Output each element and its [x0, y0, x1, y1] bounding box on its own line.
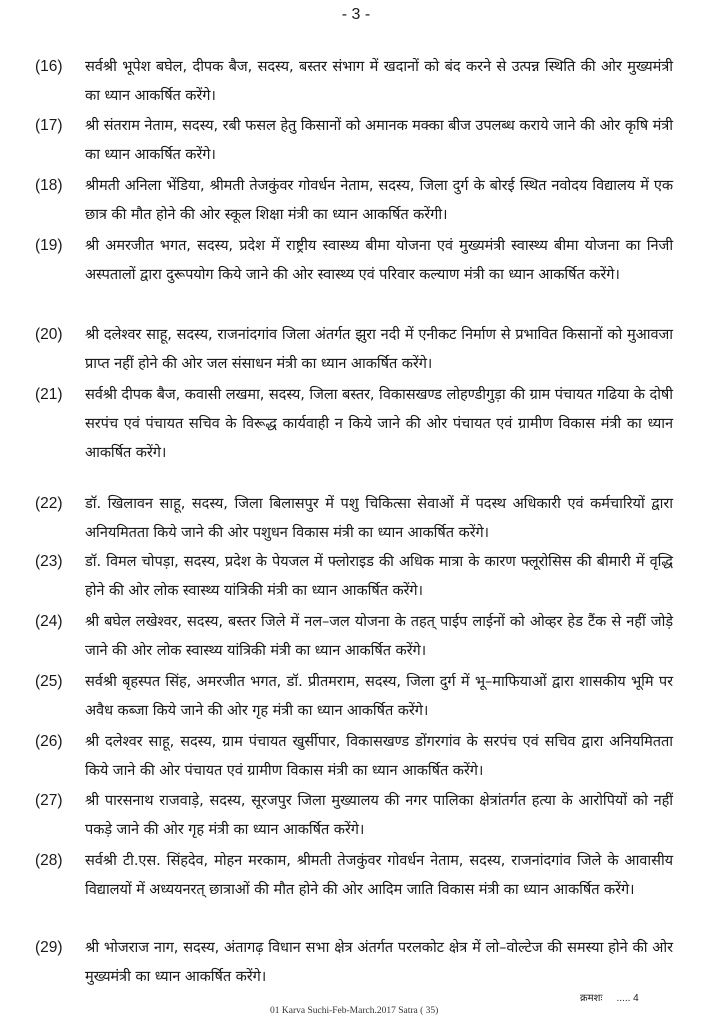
item-text: डॉ. विमल चोपड़ा, सदस्य, प्रदेश के पेयजल में फ्लोराइड की अधिक मात्रा के कारण फ्लूरोसिस की बीमारी में वृद्धि होने की ओर लोक स्वास्थ्य यांत्रिकी मंत्री का ध्यान आकर्षित करेंगे। [85, 553, 673, 600]
list-item [35, 111, 675, 169]
list-item [35, 52, 675, 110]
item-text: श्री भोजराज नाग, सदस्य, अंतागढ़ विधान सभा क्षेत्र अंतर्गत परलकोट क्षेत्र में लो–वोल्टेज की समस्या होने की ओर मुख्यमंत्री का ध्यान आकर्षित करेंगे। [85, 939, 673, 986]
item-number: (18) [35, 177, 63, 194]
item-text: श्री दलेश्वर साहू, सदस्य, ग्राम पंचायत खुर्सीपार, विकासखण्ड डोंगरगांव के सरपंच एवं सचिव द्वारा अनियमितता किये जाने की ओर पंचायत एवं ग्रामीण विकास मंत्री का ध्यान आकर्षित करेंगे। [85, 733, 673, 780]
item-text: श्री बघेल लखेश्वर, सदस्य, बस्तर जिले में नल–जल योजना के तहत् पाईप लाईनों को ओव्हर हेड टैंक से नहीं जोड़े जाने की ओर लोक स्वास्थ्य यांत्रिकी मंत्री का ध्यान आकर्षित करेंगे। [85, 613, 673, 660]
list-item [35, 933, 675, 991]
item-text: सर्वश्री दीपक बैज, कवासी लखमा, सदस्य, जिला बस्तर, विकासखण्ड लोहण्डीगुड़ा की ग्राम पंचायत गढिया के दोषी सरपंच एवं पंचायत सचिव के विरूद्ध कार्यवाही न किये जाने की ओर पंचायत एवं ग्रामीण विकास मंत्री का ध्यान आकर्षित करेंगे। [85, 386, 673, 462]
item-number: (24) [35, 613, 63, 630]
continued-page: ..... 4 [616, 993, 639, 1004]
list-item [35, 320, 675, 378]
item-text: सर्वश्री टी.एस. सिंहदेव, मोहन मरकाम, श्रीमती तेजकुंवर गोवर्धन नेताम, सदस्य, राजनांदगांव जिले के आवासीय विद्यालयों में अध्ययनरत् छात्राओं की मौत होने की ओर आदिम जाति विकास मंत्री का ध्यान आकर्षित करेंगे। [85, 852, 673, 899]
list-item [35, 727, 675, 785]
item-number: (17) [35, 117, 63, 134]
item-text: श्री पारसनाथ राजवाड़े, सदस्य, सूरजपुर जिला मुख्यालय की नगर पालिका क्षेत्रांतर्गत हत्या के आरोपियों को नहीं पकड़े जाने की ओर गृह मंत्री का ध्यान आकर्षित करेंगे। [85, 792, 673, 839]
continued-note [580, 990, 639, 1004]
list-item [35, 607, 675, 665]
item-number: (26) [35, 733, 63, 750]
item-text: श्रीमती अनिला भेंडिया, श्रीमती तेजकुंवर गोवर्धन नेताम, सदस्य, जिला दुर्ग के बोरई स्थित नवोदय विद्यालय में एक छात्र की मौत होने की ओर स्कूल शिक्षा मंत्री का ध्यान आकर्षित करेंगी। [85, 177, 673, 224]
page-number: - 3 - [341, 6, 371, 23]
item-number: (21) [35, 386, 63, 403]
item-text: श्री दलेश्वर साहू, सदस्य, राजनांदगांव जिला अंतर्गत झुरा नदी में एनीकट निर्माण से प्रभावित किसानों को मुआवजा प्राप्त नहीं होने की ओर जल संसाधन मंत्री का ध्यान आकर्षित करेंगे। [85, 326, 673, 373]
item-number: (29) [35, 939, 63, 956]
list-item [35, 547, 675, 605]
item-text: डॉ. खिलावन साहू, सदस्य, जिला बिलासपुर में पशु चिकित्सा सेवाओं में पदस्थ अधिकारी एवं कर्मचारियों द्वारा अनियमितता किये जाने की ओर पशुधन विकास मंत्री का ध्यान आकर्षित करेंगे। [85, 495, 673, 542]
item-text: श्री संतराम नेताम, सदस्य, रबी फसल हेतु किसानों को अमानक मक्का बीज उपलब्ध कराये जाने की ओर कृषि मंत्री का ध्यान आकर्षित करेंगे। [85, 117, 673, 164]
item-number: (16) [35, 58, 63, 75]
item-text: श्री अमरजीत भगत, सदस्य, प्रदेश में राष्ट्रीय स्वास्थ्य बीमा योजना एवं मुख्यमंत्री स्वास्थ्य बीमा योजना का निजी अस्पतालों द्वारा दुरूपयोग किये जाने की ओर स्वास्थ्य एवं परिवार कल्याण मंत्री का ध्यान आकर्षित करेंगे। [85, 237, 673, 284]
item-number: (20) [35, 326, 63, 343]
list-item [35, 171, 675, 229]
list-item [35, 231, 675, 289]
list-item [35, 786, 675, 844]
item-number: (25) [35, 673, 63, 690]
list-item [35, 489, 675, 547]
file-reference: 01 Karva Suchi-Feb-March.2017 Satra ( 35) [270, 1006, 439, 1016]
item-text: सर्वश्री बृहस्पत सिंह, अमरजीत भगत, डॉ. प्रीतमराम, सदस्य, जिला दुर्ग में भू–माफियाओं द्वारा शासकीय भूमि पर अवैध कब्जा किये जाने की ओर गृह मंत्री का ध्यान आकर्षित करेंगे। [85, 673, 673, 720]
item-number: (22) [35, 495, 63, 512]
item-number: (23) [35, 553, 63, 570]
continued-label: क्रमशः [580, 993, 603, 1004]
list-item [35, 667, 675, 725]
item-number: (28) [35, 852, 63, 869]
item-number: (27) [35, 792, 63, 809]
list-item [35, 380, 675, 468]
item-text: सर्वश्री भूपेश बघेल, दीपक बैज, सदस्य, बस्तर संभाग में खदानों को बंद करने से उत्पन्न स्थिति की ओर मुख्यमंत्री का ध्यान आकर्षित करेंगे। [85, 58, 673, 105]
item-number: (19) [35, 237, 63, 254]
list-item [35, 846, 675, 904]
